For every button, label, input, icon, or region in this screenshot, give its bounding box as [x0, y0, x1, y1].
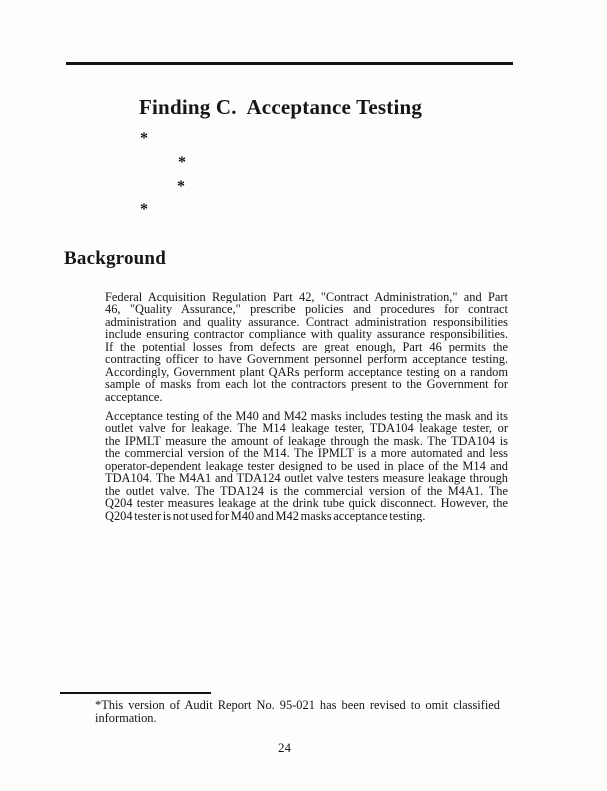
text-line: contracting officer to have Government personnel perform acceptance testing. [105, 353, 508, 366]
text-line: 46, "Quality Assurance," prescribe policies and procedures for contract [105, 303, 508, 316]
redaction-asterisk: * [177, 178, 185, 195]
footnote-rule [60, 692, 211, 694]
header-rule [66, 62, 513, 65]
text-line: *This version of Audit Report No. 95-021 has been revised to omit classified [95, 699, 500, 712]
background-paragraph-1 [105, 291, 508, 403]
text-line: Acceptance testing of the M40 and M42 masks includes testing the mask and its [105, 410, 508, 423]
text-line: operator-dependent leakage tester designed to be used in place of the M14 and [105, 459, 508, 473]
text-line: sample of masks from each lot the contractors present to the Government for [105, 378, 508, 391]
redaction-asterisk: * [178, 154, 186, 171]
text-line: Q204 tester measures leakage at the drink tube quick disconnect. However, the [105, 497, 508, 510]
text-line: TDA104. The M4A1 and TDA124 outlet valve testers measure leakage through [105, 472, 508, 485]
text-line: administration and quality assurance. Contract administration responsibilities [105, 315, 508, 329]
text-line: the IPMLT measure the amount of leakage through the mask. The TDA104 is [105, 434, 508, 448]
text-line: Q204 tester is not used for M40 and M42 masks acceptance testing. [105, 509, 426, 523]
text-line: the outlet valve. The TDA124 is the commercial version of the M4A1. The [105, 484, 508, 498]
text-line: information. [95, 711, 157, 725]
redaction-asterisk: * [140, 130, 148, 147]
text-line: outlet valve for leakage. The M14 leakage tester, TDA104 leakage tester, or [105, 422, 508, 435]
text-line: If the potential losses from defects are great enough, Part 46 permits the [105, 340, 508, 354]
background-paragraph-2 [105, 410, 508, 522]
text-line: the commercial version of the M14. The IPMLT is a more automated and less [105, 447, 508, 460]
footnote-text [95, 699, 500, 724]
page-number: 24 [278, 740, 291, 755]
finding-title: Finding C. Acceptance Testing [139, 95, 423, 119]
text-line: Federal Acquisition Regulation Part 42, "Contract Administration," and Part [105, 291, 508, 304]
section-heading-background: Background [64, 248, 166, 269]
redaction-asterisk: * [140, 201, 148, 218]
text-line: include ensuring contractor compliance with quality assurance responsibilities. [105, 328, 508, 341]
text-line: Accordingly, Government plant QARs perform acceptance testing on a random [105, 365, 508, 379]
text-line: acceptance. [105, 390, 163, 404]
